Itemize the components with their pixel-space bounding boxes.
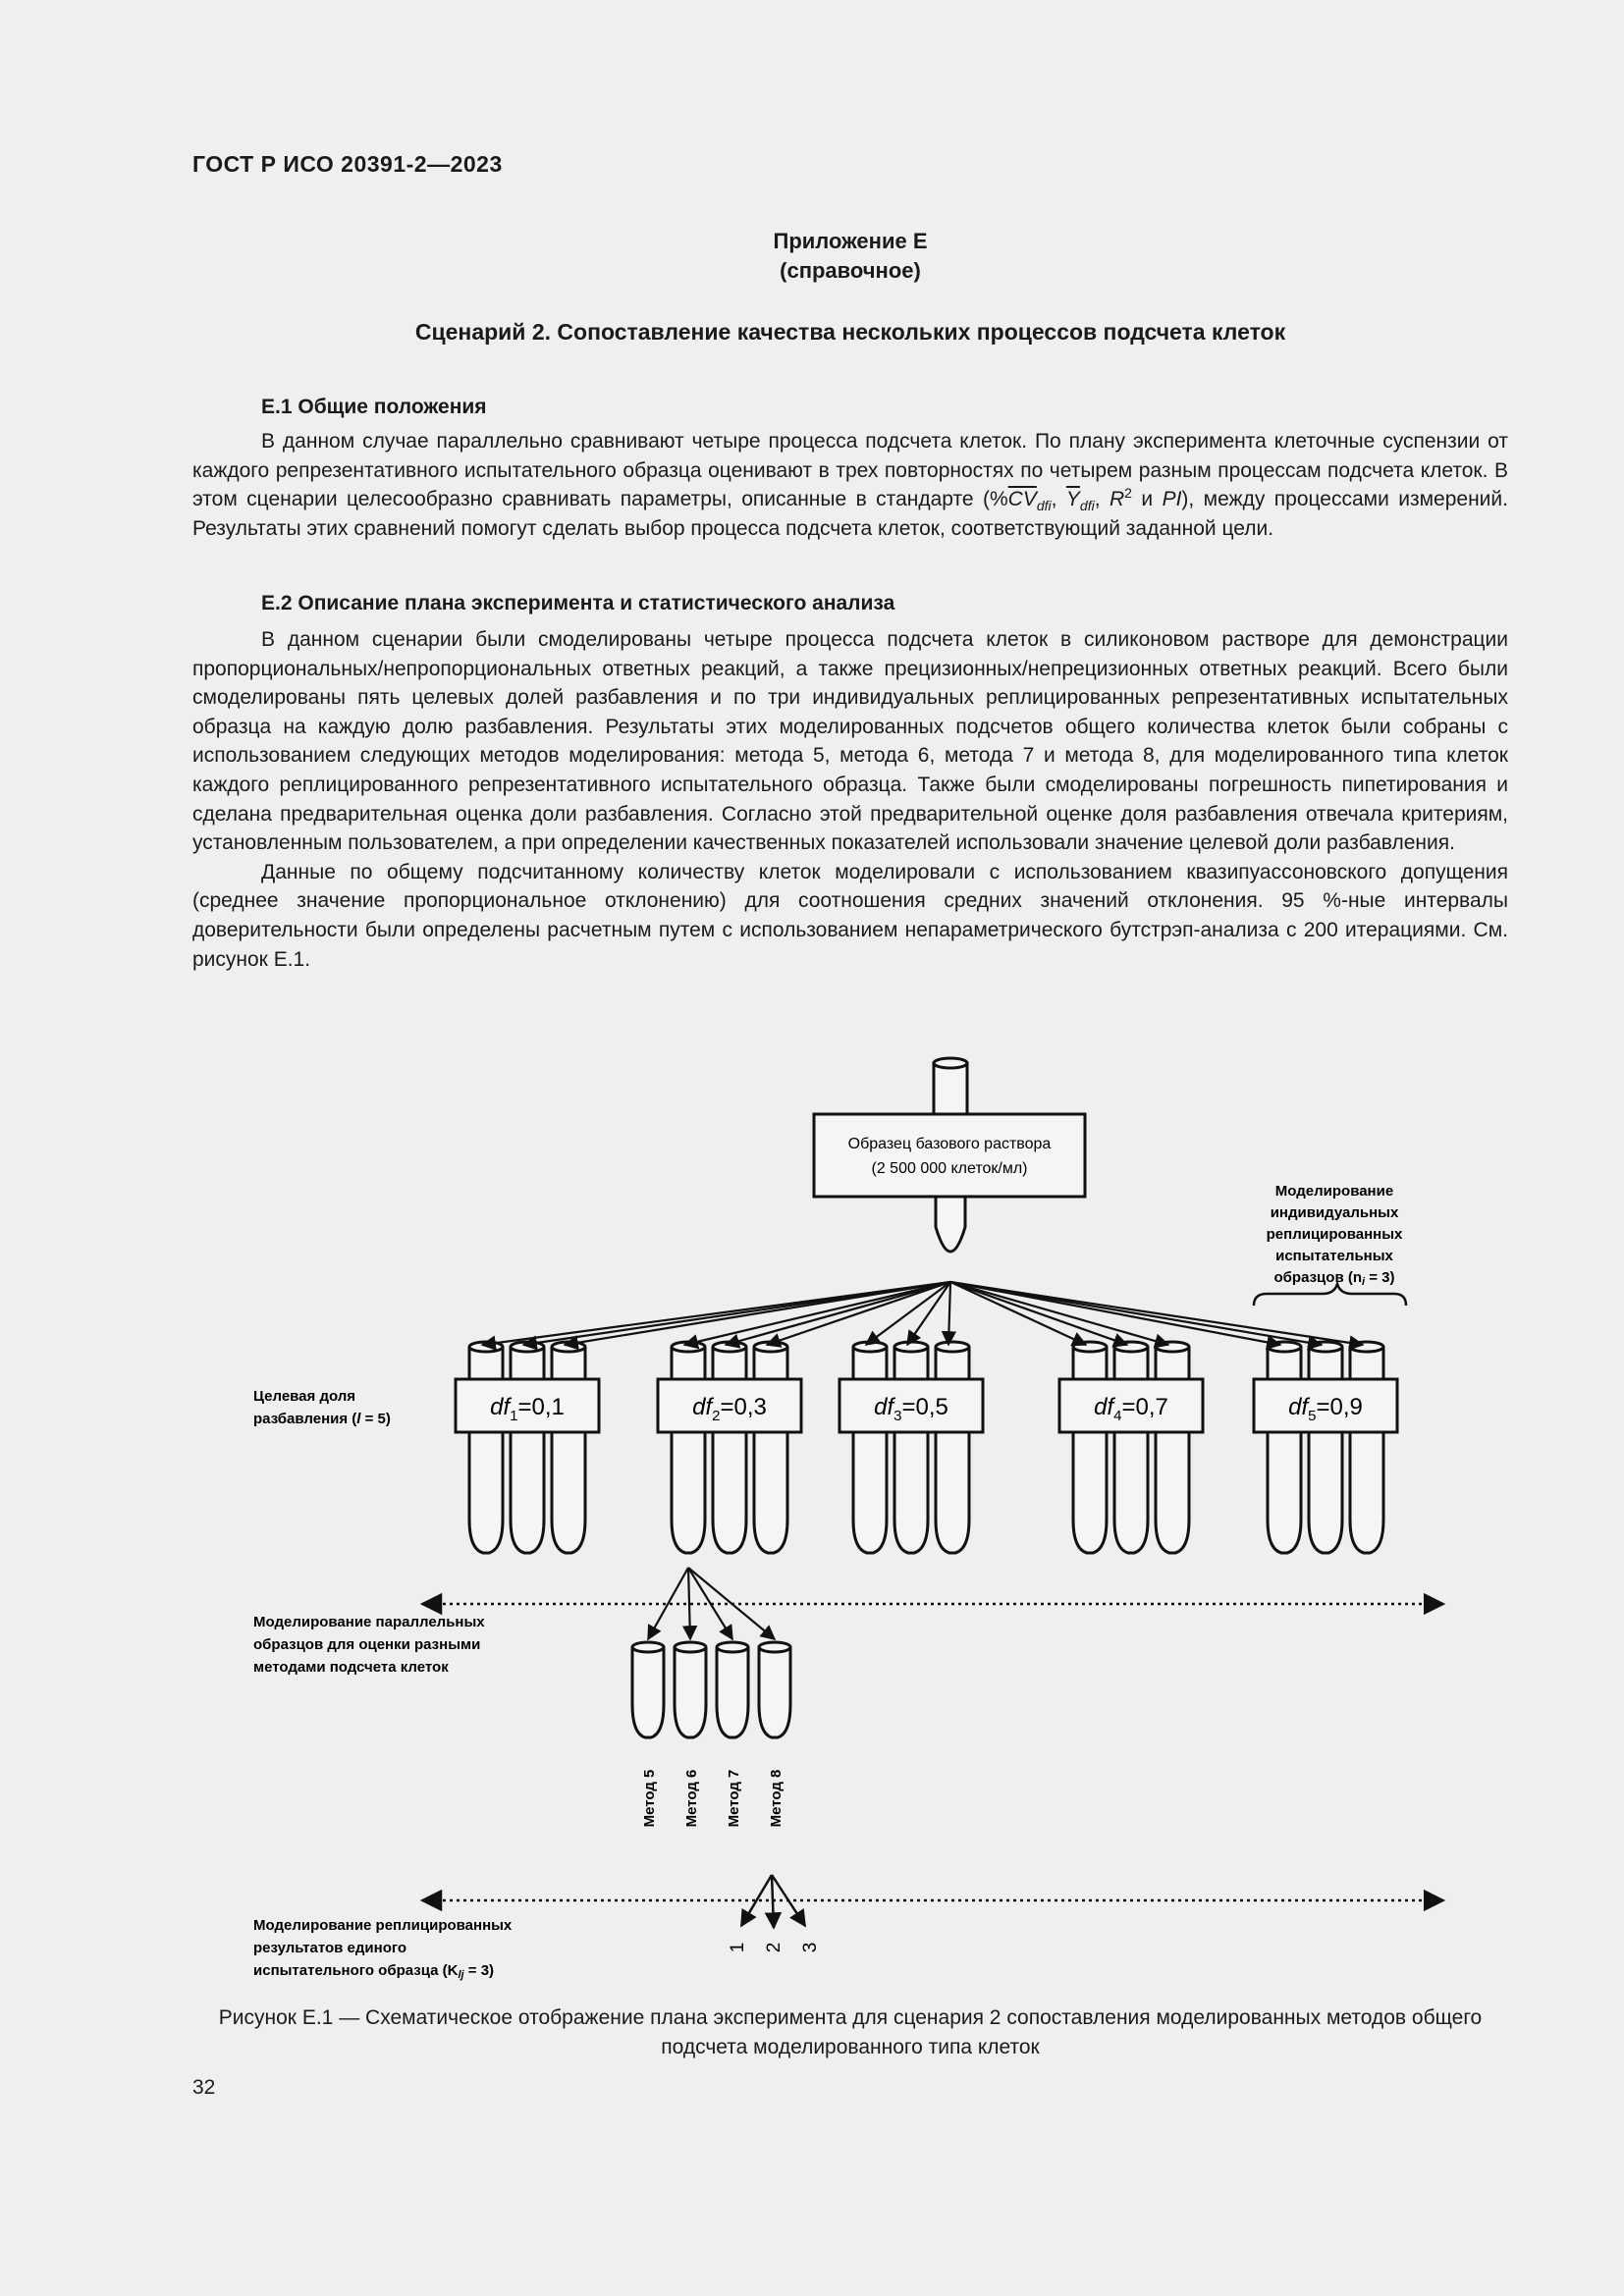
stock-sample-box bbox=[814, 1114, 1085, 1197]
replicates-label-line5: образцов (n bbox=[1273, 1269, 1363, 1286]
cv-symbol: $\overline{CV}$ bbox=[1007, 488, 1037, 511]
replicate-number-3: 3 bbox=[800, 1942, 822, 1953]
replicates-label-line4: испытательных bbox=[1275, 1248, 1393, 1264]
method-label: Метод 7 bbox=[725, 1769, 742, 1828]
dilution-tube bbox=[894, 1342, 928, 1553]
fan-arrow bbox=[767, 1282, 950, 1345]
replicates-brace bbox=[1254, 1284, 1406, 1306]
dilution-label-line2: разбавления ( bbox=[253, 1411, 357, 1427]
document-header: ГОСТ Р ИСО 20391-2—2023 bbox=[192, 151, 503, 177]
method-label: Метод 6 bbox=[682, 1769, 700, 1828]
dilution-groups bbox=[456, 1342, 1397, 1553]
annex-subtitle: (справочное) bbox=[780, 258, 921, 283]
section-e1-paragraph: В данном случае параллельно сравнивают четыре процесса подсчета клеток. По плану эксперимента клеточные суспензии от каждого репрезентативного испытательного образца оценивают в трех повторностях по четырем разным процессам подсчета клеток. В этом сценарии целесообразно сравнивать параметры, описанные в стандарте ($\%\overline{CV}_{dfi}$, $\overline{Y}_{dfi}$, $R^2$ и PI), между процессами измерений. Результаты этих сравнений помогут сделать выбор процесса подсчета клеток, соответствующий заданной цели. bbox=[192, 430, 1508, 540]
parallel-label-line2: образцов для оценки разными bbox=[253, 1636, 481, 1653]
dilution-tube bbox=[936, 1342, 969, 1553]
replicate-arrow-3 bbox=[772, 1875, 805, 1926]
page-number: 32 bbox=[192, 2076, 216, 2099]
method-label: Метод 5 bbox=[640, 1769, 658, 1828]
dilution-tube bbox=[1309, 1342, 1342, 1553]
replicates-label-end: = 3) bbox=[1365, 1269, 1395, 1286]
cv-subscript: dfi bbox=[1036, 498, 1052, 514]
replicates-label-sub: i bbox=[1362, 1276, 1366, 1288]
scenario-title: Сценарий 2. Сопоставление качества нескольких процессов подсчета клеток bbox=[414, 319, 1286, 345]
section-e2-paragraph-2: Данные по общему подсчитанному количеству клеток моделировали с использованием квазипуассоновского допущения (среднее значение пропорциональное отклонению) для соотношения средних значений отклонения. 95 %-ные интервалы доверительности были определены расчетным путем с использованием непараметрического бутстрэп-анализа с 200 итерациями. См. рисунок Е.1. bbox=[192, 860, 1508, 971]
dilution-tube bbox=[754, 1342, 787, 1553]
svg-text:разбавления (l = 5) bbox=[253, 1411, 391, 1427]
replicates-label-line3: реплицированных bbox=[1266, 1226, 1403, 1243]
dilution-tube bbox=[713, 1342, 746, 1553]
fan-arrow bbox=[948, 1282, 950, 1345]
section-heading-e1: Е.1 Общие положения bbox=[261, 396, 487, 418]
stock-line1: Образец базового раствора bbox=[847, 1136, 1052, 1152]
replicate-results-line1: Моделирование реплицированных bbox=[253, 1917, 513, 1934]
parallel-label-line3: методами подсчета клеток bbox=[253, 1659, 449, 1676]
svg-text:образцов (ni = 3) bbox=[1273, 1269, 1394, 1288]
dilution-label-df: $df_5=0,9$ bbox=[1288, 1394, 1363, 1424]
replicate-number-2: 2 bbox=[764, 1942, 785, 1953]
dilution-tube bbox=[1114, 1342, 1148, 1553]
method-tubes bbox=[632, 1568, 790, 1827]
method-tube bbox=[759, 1642, 790, 1737]
method-tube bbox=[632, 1642, 664, 1737]
y-symbol: $\overline{Y}$ bbox=[1065, 488, 1080, 511]
r-symbol: R bbox=[1109, 488, 1125, 511]
svg-text:испытательного образца (Klj = bbox=[253, 1962, 494, 1981]
dilution-label-df: $df_4=0,7$ bbox=[1094, 1394, 1168, 1424]
stock-line2: (2 500 000 клеток/мл) bbox=[871, 1160, 1028, 1177]
parallel-label-line1: Моделирование параллельных bbox=[253, 1614, 485, 1630]
dilution-label-df: $df_1=0,1$ bbox=[490, 1394, 565, 1424]
method-arrow bbox=[648, 1568, 688, 1639]
section-heading-e2: Е.2 Описание плана эксперимента и статистического анализа bbox=[261, 592, 895, 614]
method-label: Метод 8 bbox=[767, 1769, 785, 1828]
replicate-results-sub: lj bbox=[458, 1969, 464, 1981]
replicates-label-line2: индивидуальных bbox=[1270, 1204, 1399, 1221]
figure-caption: Рисунок Е.1 — Схематическое отображение плана эксперимента для сценария 2 сопоставления моделированных методов общего подсчета моделированного типа клеток bbox=[218, 2006, 1483, 2058]
dilution-tube bbox=[1073, 1342, 1107, 1553]
dilution-label-l: l bbox=[356, 1411, 361, 1427]
pi-symbol: PI bbox=[1162, 488, 1182, 511]
method-tube bbox=[675, 1642, 706, 1737]
e1-text-part-2: ), между процессами измерений. Результаты этих сравнений помогут сделать выбор процесса подсчета клеток, соответствующий заданной цели. bbox=[192, 488, 1508, 540]
dilution-label-df: $df_2=0,3$ bbox=[692, 1394, 767, 1424]
y-subscript: dfi bbox=[1079, 498, 1095, 514]
dilution-tube bbox=[469, 1342, 503, 1553]
method-arrow bbox=[688, 1568, 690, 1639]
dilution-tube bbox=[1268, 1342, 1301, 1553]
replicate-number-1: 1 bbox=[728, 1942, 749, 1953]
annex-title-line: Приложение Е bbox=[773, 229, 928, 253]
replicates-label bbox=[1267, 1183, 1403, 1288]
parallel-label bbox=[253, 1614, 485, 1676]
dilution-label bbox=[253, 1388, 391, 1427]
replicate-results-line2: результатов единого bbox=[253, 1940, 407, 1956]
replicate-results-label bbox=[253, 1917, 513, 1981]
dilution-label-df: $df_3=0,5$ bbox=[874, 1394, 948, 1424]
r-superscript: 2 bbox=[1124, 485, 1132, 502]
replicate-results-end: = 3) bbox=[463, 1962, 495, 1979]
method-tube bbox=[717, 1642, 748, 1737]
dilution-tube bbox=[1350, 1342, 1383, 1553]
dilution-tube bbox=[672, 1342, 705, 1553]
dilution-tube bbox=[552, 1342, 585, 1553]
e1-text-part-1: В данном случае параллельно сравнивают четыре процесса подсчета клеток. По плану эксперимента клеточные суспензии от каждого репрезентативного испытательного образца оценивают в трех повторностях по четырем разным процессам подсчета клеток. В этом сценарии целесообразно сравнивать параметры, описанные в стандарте (% bbox=[192, 430, 1508, 511]
replicate-arrow-2 bbox=[772, 1875, 774, 1928]
dilution-tube bbox=[853, 1342, 887, 1553]
fan-arrows bbox=[482, 1282, 1363, 1345]
dilution-tube bbox=[511, 1342, 544, 1553]
and-word: и bbox=[1141, 488, 1154, 511]
section-e2-paragraph-1: В данном сценарии были смоделированы четыре процесса подсчета клеток в силиконовом растворе для демонстрации пропорциональных/непропорциональных ответных реакций, а также прецизионных/непрецизионных ответных реакций. Всего были смоделированы пять целевых долей разбавления и по три индивидуальных реплицированных репрезентативных испытательных образца на каждую долю разбавления. Результаты этих моделированных подсчетов общего количества клеток были собраны с использованием следующих методов моделирования: метода 5, метода 6, метода 7 и метода 8, для моделированного типа клеток каждого реплицированного репрезентативного испытательного образца. Также были смоделированы погрешность пипетирования и сделана предварительная оценка доли разбавления. Согласно этой предварительной оценке доля разбавления отвечала критериям, установленным пользователем, а при определении качественных показателей использовали значение целевой доли разбавления. bbox=[192, 628, 1508, 855]
dilution-label-line1: Целевая доля bbox=[253, 1388, 356, 1405]
dilution-tube bbox=[1156, 1342, 1189, 1553]
replicate-numbers bbox=[728, 1943, 821, 1953]
dilution-label-end: = 5) bbox=[360, 1411, 391, 1427]
replicates-label-line1: Моделирование bbox=[1274, 1183, 1394, 1200]
fan-arrow bbox=[950, 1282, 1363, 1345]
fan-arrow bbox=[950, 1282, 1127, 1345]
replicate-results-line3: испытательного образца (K bbox=[253, 1962, 459, 1979]
